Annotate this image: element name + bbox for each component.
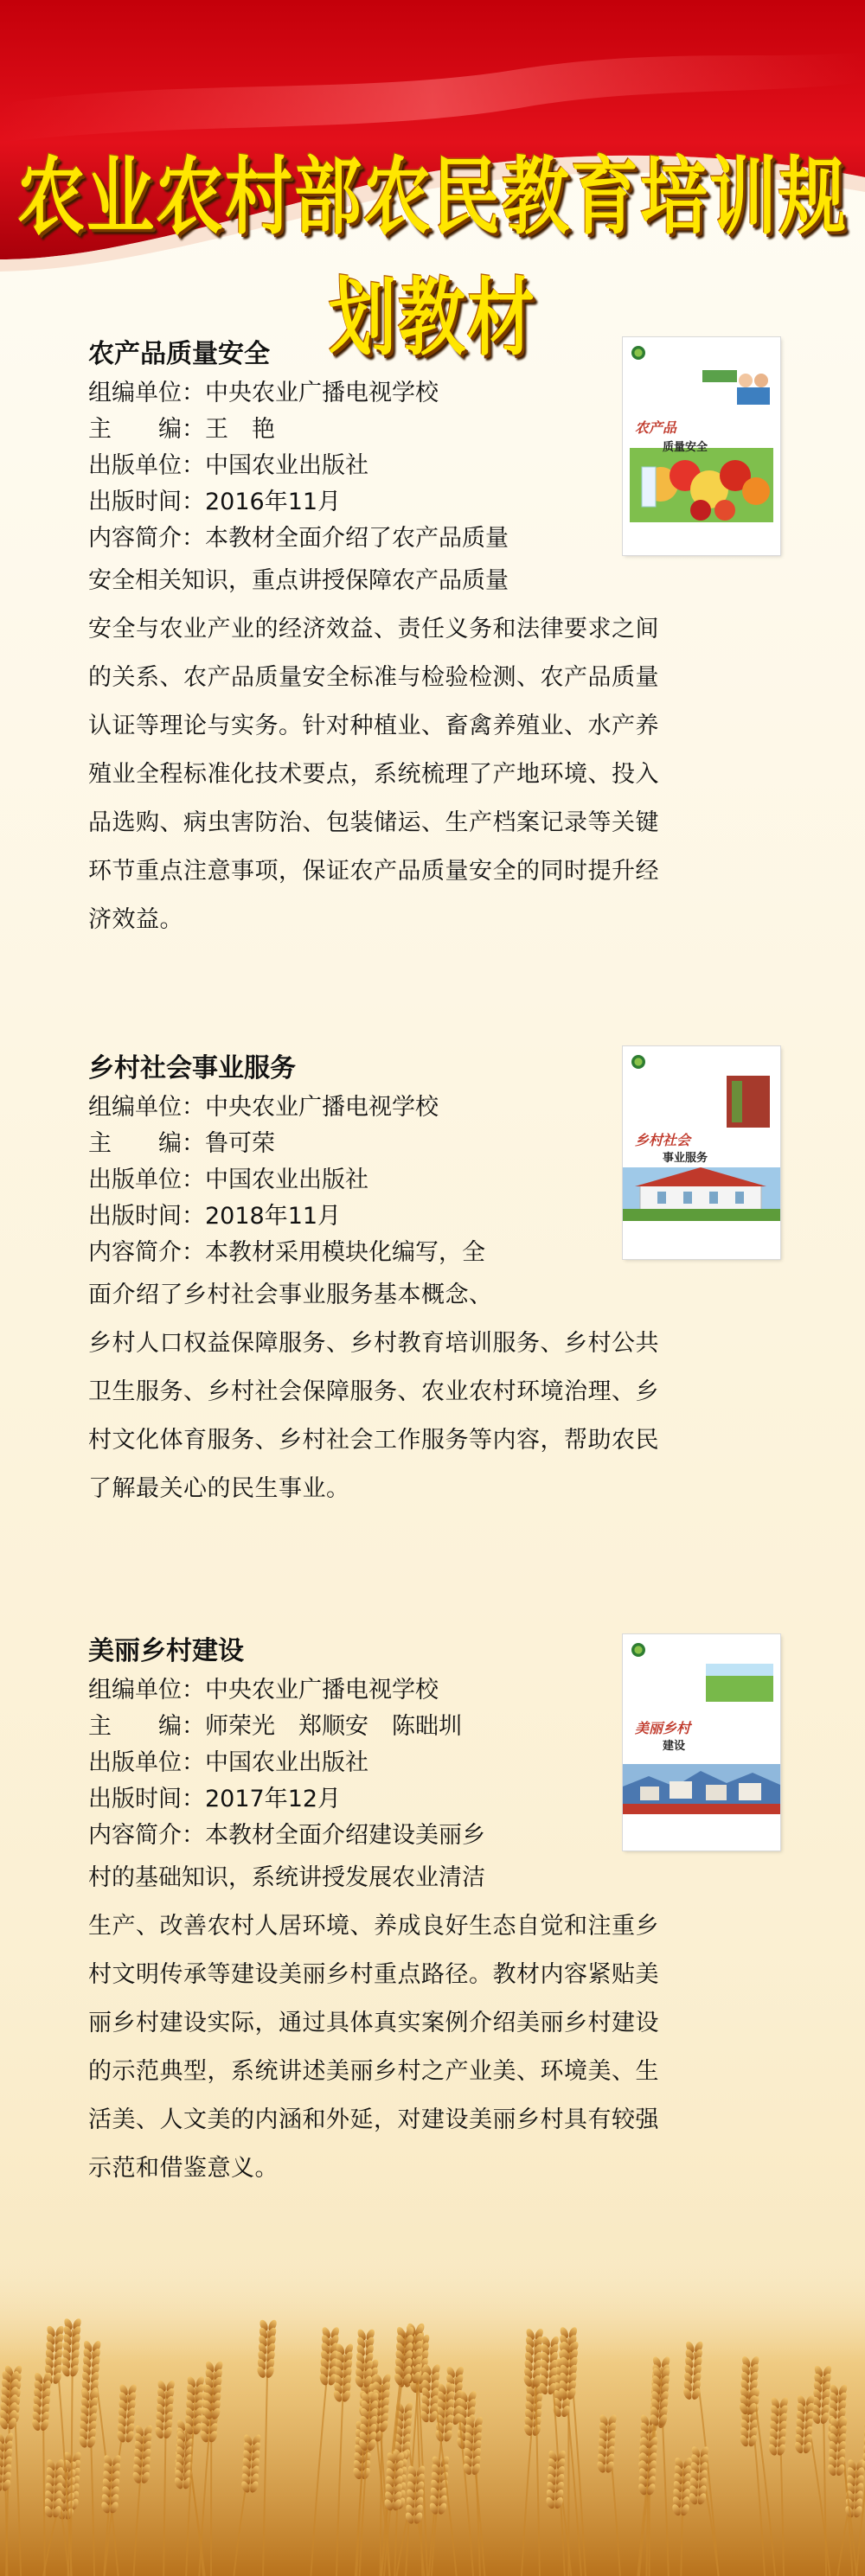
field-label: 出版单位：: [88, 452, 205, 479]
cover-subtitle: 建设: [663, 1740, 686, 1753]
wheat-icon: [0, 2248, 865, 2576]
field-label: 出版单位：: [88, 1167, 205, 1193]
field-label: 主 编：: [88, 1130, 205, 1157]
cover-title: 农产品: [635, 419, 677, 436]
field-label: 出版时间：: [88, 489, 205, 515]
field-value: 中国农业出版社: [205, 1749, 368, 1776]
field-label: 出版单位：: [88, 1749, 205, 1776]
intro-line: 环节重点注意事项，保证农产品质量安全的同时提升经: [88, 858, 659, 885]
intro-line: 品选购、病虫害防治、包装储运、生产档案记录等关键: [88, 809, 659, 836]
field-label: 内容简介：: [88, 1239, 205, 1266]
field-value: 中国农业出版社: [205, 452, 368, 479]
field-label: 主 编：: [88, 1713, 205, 1740]
book-title: 农产品质量安全: [88, 339, 270, 369]
intro-line: 殖业全程标准化技术要点，系统梳理了产地环境、投入: [88, 761, 659, 788]
book-section: [88, 1051, 780, 1513]
cover-art: [623, 1634, 780, 1851]
intro-line: 济效益。: [88, 906, 183, 933]
field-value: 鲁可荣: [205, 1130, 275, 1157]
intro-text: 本教材全面介绍了农产品质量: [205, 525, 509, 552]
intro-line: 示范和借鉴意义。: [88, 2155, 279, 2182]
intro-text: 本教材采用模块化编写，全: [205, 1239, 485, 1266]
field-value: 2016年11月: [205, 489, 342, 515]
intro-line: 卫生服务、乡村社会保障服务、农业农村环境治理、乡: [88, 1378, 659, 1405]
book-section: [88, 337, 780, 944]
intro-wide: [88, 605, 780, 944]
intro-wide: [88, 1902, 780, 2193]
cover-title: 美丽乡村: [635, 1720, 691, 1736]
intro-narrow: [88, 557, 599, 605]
book-cover-image: [623, 1046, 780, 1259]
intro-line: 面介绍了乡村社会事业服务基本概念、: [88, 1282, 493, 1308]
intro-line: 村文化体育服务、乡村社会工作服务等内容，帮助农民: [88, 1427, 659, 1454]
cover-subtitle: 质量安全: [663, 441, 708, 454]
field-value: 2017年12月: [205, 1786, 342, 1812]
intro-line: 了解最关心的民生事业。: [88, 1475, 350, 1502]
intro-line: 的示范典型，系统讲述美丽乡村之产业美、环境美、生: [88, 2058, 659, 2085]
intro-line: 村文明传承等建设美丽乡村重点路径。教材内容紧贴美: [88, 1961, 659, 1988]
intro-text: 本教材全面介绍建设美丽乡: [205, 1822, 485, 1849]
field-value: 2018年11月: [205, 1203, 342, 1230]
intro-line: 安全与农业产业的经济效益、责任义务和法律要求之间: [88, 616, 659, 642]
field-label: 组编单位：: [88, 380, 205, 406]
book-cover-image: [623, 1634, 780, 1851]
intro-wide: [88, 1271, 780, 1513]
field-label: 主 编：: [88, 416, 205, 443]
intro-line: 活美、人文美的内涵和外延，对建设美丽乡村具有较强: [88, 2106, 659, 2133]
intro-line: 村的基础知识，系统讲授发展农业清洁: [88, 1864, 485, 1891]
field-value: 中国农业出版社: [205, 1167, 368, 1193]
intro-line: 安全相关知识，重点讲授保障农产品质量: [88, 567, 509, 594]
field-value: 师荣光 郑顺安 陈昢圳: [205, 1713, 462, 1740]
intro-line: 丽乡村建设实际，通过具体真实案例介绍美丽乡村建设: [88, 2010, 659, 2036]
intro-line: 生产、改善农村人居环境、养成良好生态自觉和注重乡: [88, 1913, 659, 1940]
field-value: 中央农业广播电视学校: [205, 380, 439, 406]
intro-line: 认证等理论与实务。针对种植业、畜禽养殖业、水产养: [88, 713, 659, 739]
book-section: [88, 1634, 780, 2193]
cover-title: 乡村社会: [635, 1132, 691, 1148]
intro-narrow: [88, 1854, 599, 1902]
field-value: 中央农业广播电视学校: [205, 1677, 439, 1703]
cover-subtitle: 事业服务: [663, 1152, 708, 1165]
wheat-field-graphic: [0, 2248, 865, 2576]
book-title: 美丽乡村建设: [88, 1636, 244, 1666]
field-label: 出版时间：: [88, 1203, 205, 1230]
field-label: 内容简介：: [88, 525, 205, 552]
field-value: 中央农业广播电视学校: [205, 1094, 439, 1121]
field-label: 组编单位：: [88, 1094, 205, 1121]
field-label: 内容简介：: [88, 1822, 205, 1849]
intro-line: 乡村人口权益保障服务、乡村教育培训服务、乡村公共: [88, 1330, 659, 1357]
page-title: 农业农村部农民教育培训规划教材: [16, 148, 848, 368]
field-label: 组编单位：: [88, 1677, 205, 1703]
field-value: 王 艳: [205, 416, 275, 443]
field-label: 出版时间：: [88, 1786, 205, 1812]
book-title: 乡村社会事业服务: [88, 1053, 296, 1083]
intro-line: 的关系、农产品质量安全标准与检验检测、农产品质量: [88, 664, 659, 691]
book-cover-image: [623, 337, 780, 555]
